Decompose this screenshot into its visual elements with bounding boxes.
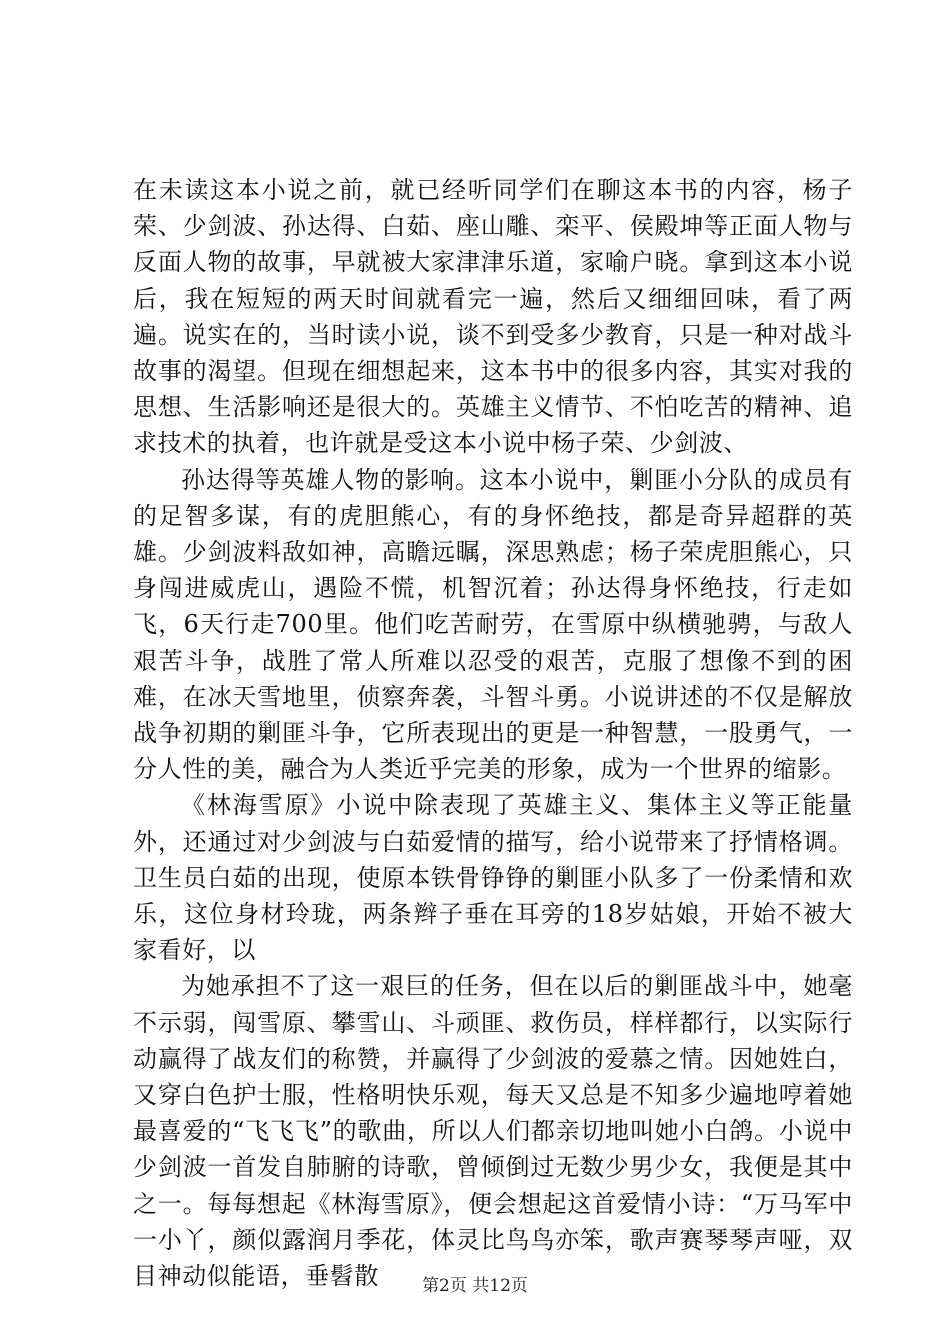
paragraph-2: 孙达得等英雄人物的影响。这本小说中，剿匪小分队的成员有的足智多谋，有的虎胆熊心，有的身怀绝技，都是奇异超群的英雄。少剑波料敌如神，高瞻远瞩，深思熟虑；杨子荣虎胆熊心，只身闯进威虎山，遇险不慌，机智沉着；孙达得身怀绝技，行走如飞，6天行走700里。他们吃苦耐劳，在雪原中纵横驰骋，与敌人艰苦斗争，战胜了常人所难以忍受的艰苦，克服了想像不到的困难，在冰天雪地里，侦察奔袭，斗智斗勇。小说讲述的不仅是解放战争初期的剿匪斗争，它所表现出的更是一种智慧，一股勇气，一分人性的美，融合为人类近乎完美的形象，成为一个世界的缩影。 [133, 465, 853, 784]
page-number-footer: 第2页 共12页 [422, 1276, 528, 1296]
body-text [133, 172, 853, 1294]
paragraph-1: 在未读这本小说之前，就已经听同学们在聊这本书的内容，杨子荣、少剑波、孙达得、白茹、座山雕、栾平、侯殿坤等正面人物与反面人物的故事，早就被大家津津乐道，家喻户晓。拿到这本小说后，我在短短的两天时间就看完一遍，然后又细细回味，看了两遍。说实在的，当时读小说，谈不到受多少教育，只是一种对战斗故事的渴望。但现在细想起来，这本书中的很多内容，其实对我的思想、生活影响还是很大的。英雄主义情节、不怕吃苦的精神、追求技术的执着，也许就是受这本小说中杨子荣、少剑波、 [133, 176, 853, 458]
paragraph-3: 《林海雪原》小说中除表现了英雄主义、集体主义等正能量外，还通过对少剑波与白茹爱情的描写，给小说带来了抒情格调。卫生员白茹的出现，使原本铁骨铮铮的剿匪小队多了一份柔情和欢乐，这位身材玲珑，两条辫子垂在耳旁的18岁姑娘，开始不被大家看好，以 [133, 791, 853, 965]
paragraph-4: 为她承担不了这一艰巨的任务，但在以后的剿匪战斗中，她毫不示弱，闯雪原、攀雪山、斗顽匪、救伤员，样样都行，以实际行动赢得了战友们的称赞，并赢得了少剑波的爱慕之情。因她姓白，又穿白色护士服，性格明快乐观，每天又总是不知多少遍地哼着她最喜爱的“飞飞飞”的歌曲，所以人们都亲切地叫她小白鸽。小说中少剑波一首发自肺腑的诗歌，曾倾倒过无数少男少女，我便是其中之一。每每想起《林海雪原》，便会想起这首爱情小诗：“万马军中一小丫，颜似露润月季花，体灵比鸟鸟亦笨，歌声赛琴琴声哑，双目神动似能语，垂髫散 [133, 972, 853, 1291]
